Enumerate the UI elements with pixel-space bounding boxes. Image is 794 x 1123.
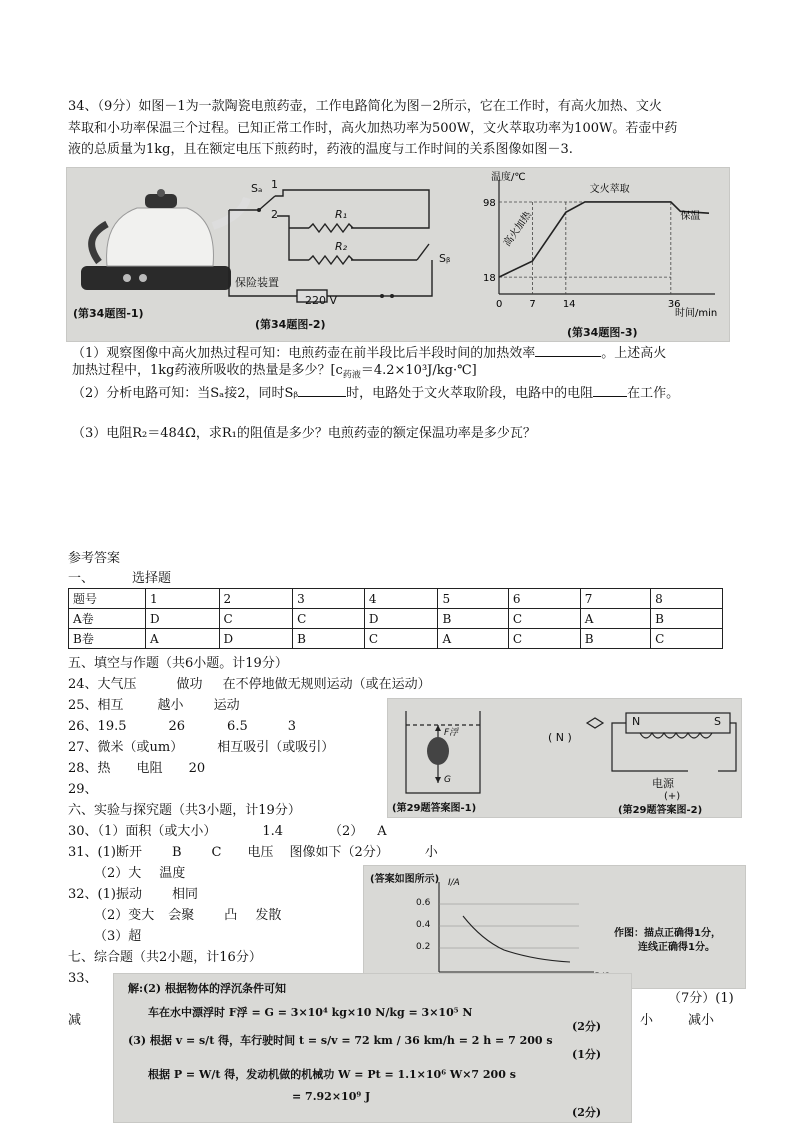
- circuit-sa: Sₐ: [251, 182, 263, 195]
- fig31-ytick-1: 0.2: [416, 942, 431, 952]
- q34-1-text-a: （1）观察图像中高火加热过程可知：电煎药壶在前半段比后半段时间的加热效率: [72, 346, 536, 361]
- table-row: [69, 629, 723, 649]
- q34-2-blank-2[interactable]: [593, 382, 627, 397]
- a32b-1: （2）变大: [94, 908, 155, 923]
- circuit-fuse-label: 保险装置: [235, 276, 279, 289]
- a24-1: 24、大气压: [68, 677, 137, 692]
- section5-heading: 五、填空与作题（共6小题。计19分）: [68, 656, 288, 671]
- answer-31b: [94, 865, 185, 883]
- section7-heading: 七、综合题（共2小题，计16分）: [68, 950, 262, 965]
- fig1-caption: (第34题图-1): [73, 307, 144, 320]
- fig31-header: (答案如图所示): [370, 874, 440, 885]
- answer-32b: [94, 907, 281, 925]
- q34-line3: 液的总质量为1kg，且在额定电压下煎药时，药液的温度与工作时间的关系图像如图－3.: [68, 142, 573, 157]
- answer-32c: （3）超: [94, 929, 142, 944]
- y-tick-label: 18: [483, 273, 496, 285]
- fig29-2-caption: (第29题答案图-2): [618, 805, 703, 816]
- a32b-3: 凸: [224, 908, 238, 923]
- table-cell: B: [293, 629, 365, 649]
- sol33-line4: 根据 P = W/t 得，发动机做的机械功 W = Pt = 1.1×10⁶ W×7 200 s: [148, 1068, 516, 1081]
- section1-number: 一、: [68, 571, 95, 586]
- q34-2-blank-1[interactable]: [298, 382, 346, 397]
- fig31-note-1: 作图：描点正确得1分，: [614, 928, 721, 939]
- table-cell: D: [219, 629, 293, 649]
- table-cell: B: [438, 609, 508, 629]
- a33-score: （7分）(1): [668, 991, 734, 1006]
- q34-2-text-c: 在工作。: [627, 386, 680, 401]
- table-cell: 8: [651, 589, 723, 609]
- fig29-g-label: G: [444, 775, 451, 785]
- a33-small: 小: [640, 1013, 654, 1028]
- a31-3: C: [211, 845, 222, 860]
- annotation-high-heat: 高火加热: [501, 209, 534, 249]
- q34-2-text-a: （2）分析电路可知：当Sₐ接2，同时Sᵦ: [72, 386, 299, 401]
- circuit-sb: Sᵦ: [439, 252, 451, 265]
- answer-26: [68, 718, 296, 736]
- a26-4: 3: [287, 719, 297, 734]
- table-cell: D: [146, 609, 220, 629]
- table-cell: A: [580, 609, 650, 629]
- answer-24: [68, 676, 431, 694]
- y-tick-label: 98: [483, 197, 496, 209]
- answer-32: [68, 886, 198, 904]
- a32-2: 相同: [171, 887, 198, 902]
- answer-28: [68, 760, 205, 778]
- table-header-row: [69, 589, 723, 609]
- a33-jian: 减: [68, 1013, 82, 1028]
- annotation-keep-warm: 保温: [680, 210, 701, 222]
- a28-3: 20: [188, 761, 206, 776]
- table-cell: B: [651, 609, 723, 629]
- fig2-caption: (第34题图-2): [255, 318, 326, 331]
- table-cell: B: [580, 629, 650, 649]
- table-cell: 4: [364, 589, 438, 609]
- temperature-chart: [447, 168, 729, 341]
- answers-heading: 参考答案: [68, 551, 121, 566]
- fig31-ylabel: I/A: [448, 878, 460, 888]
- sol33-line5-score: (2分): [572, 1106, 602, 1119]
- a25-1: 25、相互: [68, 698, 124, 713]
- answer-33: 33、: [68, 971, 98, 986]
- a30-2: 1.4: [262, 824, 284, 839]
- fig31-ytick-3: 0.6: [416, 898, 431, 908]
- table-cell: A: [146, 629, 220, 649]
- fig31-answer-image: [363, 865, 746, 989]
- x-tick-label: 0: [496, 299, 503, 310]
- q34-figure-strip: [66, 167, 730, 342]
- a31-5: 图像如下（2分）: [289, 845, 389, 860]
- fig31-note-2: 连线正确得1分。: [638, 942, 715, 953]
- table-cell: B卷: [69, 629, 146, 649]
- table-cell: C: [293, 609, 365, 629]
- table-cell: C: [364, 629, 438, 649]
- a27-1: 27、微米（或um）: [68, 740, 184, 755]
- a33-jianxiao: 减小: [688, 1013, 715, 1028]
- temperature-series-line: [499, 202, 709, 277]
- table-cell: 2: [219, 589, 293, 609]
- circuit-r1: R₁: [335, 208, 348, 221]
- table-cell: C: [508, 609, 580, 629]
- fig29-plus: (+): [664, 791, 681, 802]
- a27-2: 相互吸引（或吸引）: [217, 740, 335, 755]
- section6-heading: 六、实验与探究题（共3小题，计19分）: [68, 803, 301, 818]
- q34-1-text-d: ＝4.2×10³J/kg·℃]: [360, 363, 477, 378]
- answer-31: [68, 844, 438, 862]
- x-tick-label: 14: [562, 299, 576, 310]
- q34-3-line: （3）电阻R₂＝484Ω，求R₁的阻值是多少？电煎药壶的额定保温功率是多少瓦？: [72, 426, 536, 441]
- section1-heading: [68, 570, 171, 588]
- sol33-line1: 解:(2) 根据物体的浮沉条件可知: [128, 982, 286, 995]
- table-cell: C: [508, 629, 580, 649]
- a32b-4: 发散: [255, 908, 282, 923]
- a26-3: 6.5: [227, 719, 248, 734]
- table-cell: 题号: [69, 589, 146, 609]
- table-cell: A: [438, 629, 508, 649]
- circuit-voltage: 220 V: [305, 294, 338, 307]
- a30-1: 30、（1）面积（或大小）: [68, 824, 217, 839]
- answer-27: [68, 739, 334, 757]
- fig29-n: N: [632, 715, 641, 728]
- a25-2: 越小: [157, 698, 184, 713]
- sol33-line3-score: (1分): [572, 1048, 602, 1061]
- q34-line2: 萃取和小功率保温三个过程。已知正常工作时，高火加热功率为500W，文火萃取功率为100W。若壶中药: [68, 121, 678, 136]
- q34-line1: 34、（9分）如图－1为一款陶瓷电煎药壶，工作电路简化为图－2所示，它在工作时，有高火加热、文火: [68, 99, 662, 114]
- fig29-answer-image: [387, 698, 742, 818]
- table-cell: C: [219, 609, 293, 629]
- section1-title: 选择题: [132, 571, 172, 586]
- table-cell: 7: [580, 589, 650, 609]
- a31-1: 31、(1)断开: [68, 845, 142, 860]
- a31-4: 电压: [247, 845, 274, 860]
- q34-2-text-b: 时，电路处于文火萃取阶段，电路中的电阻: [346, 386, 594, 401]
- table-cell: D: [364, 609, 438, 629]
- fig3-caption: (第34题图-3): [567, 326, 638, 339]
- a28-1: 28、热: [68, 761, 111, 776]
- a25-3: 运动: [213, 698, 240, 713]
- table-cell: C: [651, 629, 723, 649]
- a26-2: 26: [168, 719, 186, 734]
- table-cell: 3: [293, 589, 365, 609]
- table-row: [69, 609, 723, 629]
- fig29-s: S: [714, 715, 721, 728]
- q34-1-text-b: 。上述高火: [601, 346, 667, 361]
- fig29-1-caption: (第29题答案图-1): [392, 803, 477, 814]
- a32-1: 32、(1)振动: [68, 887, 142, 902]
- choice-answer-table: [68, 588, 723, 649]
- fig29-source: 电源: [652, 777, 674, 790]
- a31-6: 小: [424, 845, 438, 860]
- sol33-line2: 车在水中漂浮时 F浮 = G = 3×10⁴ kg×10 N/kg = 3×10⁵ N: [148, 1006, 473, 1019]
- table-cell: 5: [438, 589, 508, 609]
- table-cell: 6: [508, 589, 580, 609]
- y-axis-label: 温度/℃: [491, 172, 526, 183]
- a28-2: 电阻: [136, 761, 163, 776]
- answer-30: [68, 823, 387, 841]
- a31b-1: （2）大: [94, 866, 142, 881]
- q34-2-line: [72, 382, 679, 403]
- x-tick-label: 7: [529, 299, 536, 310]
- annotation-extract: 文火萃取: [589, 183, 630, 195]
- table-cell: 1: [146, 589, 220, 609]
- q34-1-blank[interactable]: [535, 342, 601, 357]
- circuit-node1: 1: [271, 178, 278, 191]
- answer-29: 29、: [68, 782, 98, 797]
- a31b-2: 温度: [159, 866, 186, 881]
- q34-1-sub: 药液: [342, 370, 361, 381]
- table-cell: A卷: [69, 609, 146, 629]
- q34-1-text-c: 加热过程中，1kg药液所吸收的热量是多少？[c: [72, 363, 343, 378]
- x-tick-label: 36: [667, 299, 681, 310]
- a30-3: （2）: [329, 824, 364, 839]
- circuit-node2: 2: [271, 208, 278, 221]
- a26-1: 26、19.5: [68, 719, 127, 734]
- circuit-r2: R₂: [335, 240, 348, 253]
- sol33-line5: = 7.92×10⁹ J: [292, 1090, 371, 1103]
- a31-2: B: [171, 845, 182, 860]
- sol33-line3: (3) 根据 v = s/t 得，车行驶时间 t = s/v = 72 km / 36 km/h = 2 h = 7 200 s: [128, 1034, 553, 1047]
- q34-1-line1: [72, 342, 666, 363]
- a24-3: 在不停地做无规则运动（或在运动）: [222, 677, 431, 692]
- fig29-n-paren: ( N ): [548, 731, 572, 744]
- x-axis-label: 时间/min: [675, 308, 718, 319]
- sol33-image: [113, 973, 632, 1123]
- a30-4: A: [377, 824, 387, 839]
- fig31-ytick-2: 0.4: [416, 920, 431, 930]
- fig29-f-label: F浮: [444, 728, 459, 738]
- sol33-line2-score: (2分): [572, 1020, 602, 1033]
- answer-25: [68, 697, 240, 715]
- a32b-2: 会聚: [168, 908, 195, 923]
- a24-2: 做功: [176, 677, 203, 692]
